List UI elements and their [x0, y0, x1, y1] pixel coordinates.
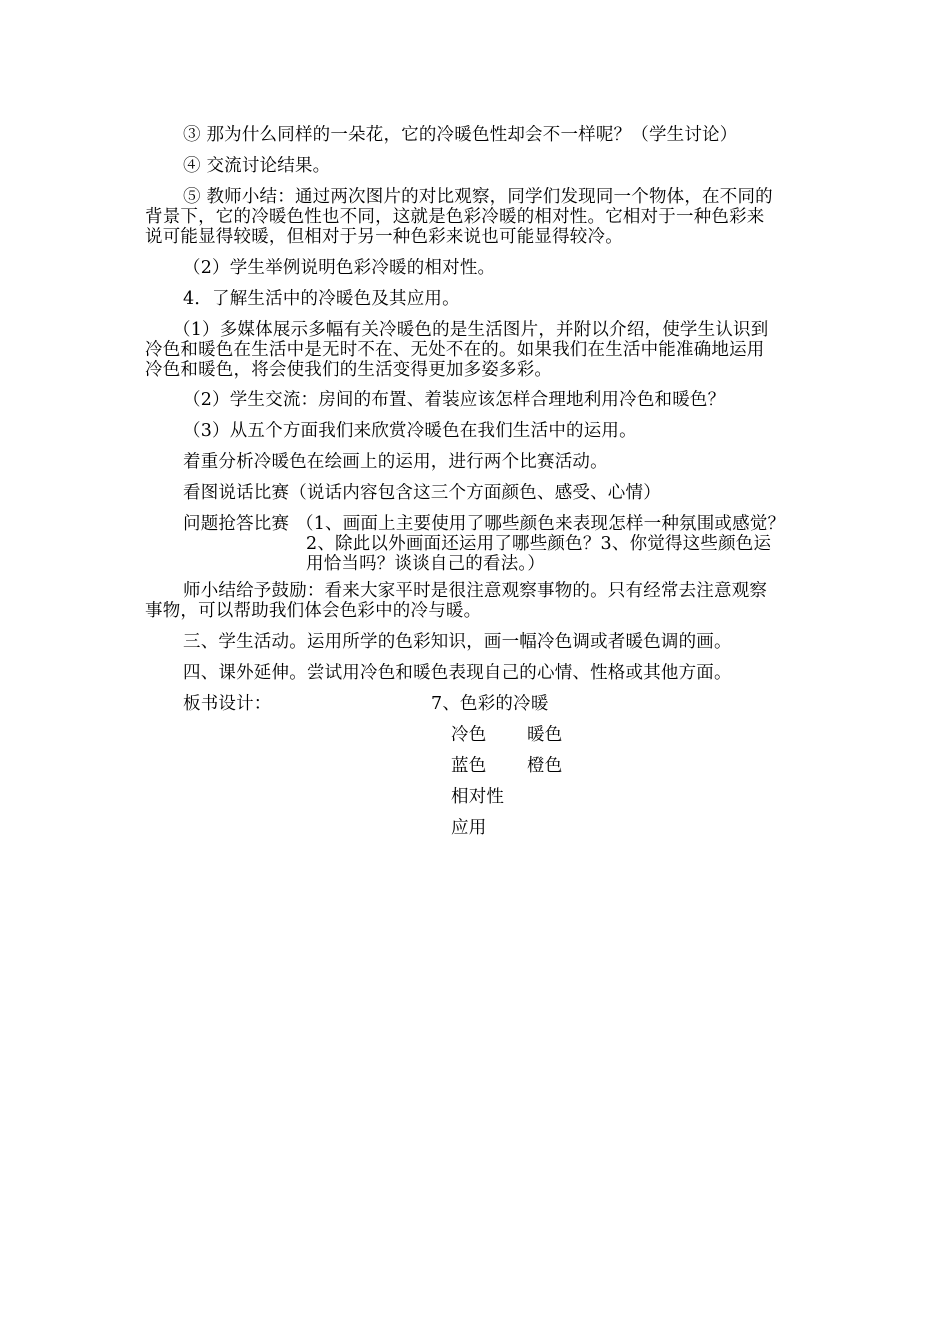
- section-heading-life-application: 4．了解生活中的冷暖色及其应用。: [183, 289, 460, 309]
- board-relativity: 相对性: [451, 787, 505, 807]
- text-line: 事物，可以帮助我们体会色彩中的冷与暖。: [145, 601, 482, 621]
- text-line: 说可能显得较暖，但相对于另一种色彩来说也可能显得较冷。: [145, 227, 623, 247]
- board-blue: 蓝色: [451, 756, 487, 776]
- text-line: 背景下，它的冷暖色性也不同，这就是色彩冷暖的相对性。它相对于一种色彩来: [145, 207, 765, 227]
- paragraph-student-examples: （2）学生举例说明色彩冷暖的相对性。: [183, 258, 496, 278]
- section-student-activity: 三、学生活动。运用所学的色彩知识，画一幅冷色调或者暖色调的画。: [183, 632, 732, 652]
- text-line: 冷色和暖色，将会使我们的生活变得更加多姿多彩。: [145, 360, 553, 380]
- section-extension: 四、课外延伸。尝试用冷色和暖色表现自己的心情、性格或其他方面。: [183, 663, 732, 683]
- board-orange: 橙色: [527, 756, 563, 776]
- text-line: ⑤ 教师小结：通过两次图片的对比观察，同学们发现同一个物体，在不同的: [183, 187, 773, 207]
- board-warm-color: 暖色: [527, 725, 563, 745]
- paragraph-discussion-question: ③ 那为什么同样的一朵花，它的冷暖色性却会不一样呢？（学生讨论）: [183, 125, 738, 145]
- board-design-label: 板书设计：: [183, 694, 272, 714]
- text-line: 师小结给予鼓励：看来大家平时是很注意观察事物的。只有经常去注意观察: [183, 581, 768, 601]
- board-title: 7、色彩的冷暖: [431, 694, 549, 714]
- text-line: （1）多媒体展示多幅有关冷暖色的是生活图片，并附以介绍，使学生认识到: [173, 320, 769, 340]
- paragraph-painting-analysis: 着重分析冷暖色在绘画上的运用，进行两个比赛活动。: [183, 452, 608, 472]
- text-line: 用恰当吗？谈谈自己的看法。）: [306, 554, 546, 574]
- paragraph-teacher-summary: [145, 187, 773, 247]
- text-line: 冷色和暖色在生活中是无时不在、无处不在的。如果我们在生活中能准确地运用: [145, 340, 765, 360]
- board-cold-color: 冷色: [451, 725, 487, 745]
- paragraph-student-exchange: （2）学生交流：房间的布置、着装应该怎样合理地利用冷色和暖色？: [183, 390, 726, 410]
- paragraph-teacher-encouragement: [145, 581, 767, 621]
- paragraph-five-aspects: （3）从五个方面我们来欣赏冷暖色在我们生活中的运用。: [183, 421, 637, 441]
- paragraph-quiz-contest: [296, 514, 785, 574]
- paragraph-multimedia: [145, 320, 768, 380]
- paragraph-exchange-results: ④ 交流讨论结果。: [183, 156, 331, 176]
- board-application: 应用: [451, 818, 487, 838]
- text-line: 2、除此以外画面还运用了哪些颜色？3、你觉得这些颜色运: [306, 534, 772, 554]
- paragraph-picture-talk-contest: 看图说话比赛（说话内容包含这三个方面颜色、感受、心情）: [183, 483, 661, 503]
- quiz-contest-label: 问题抢答比赛: [183, 514, 290, 534]
- text-line: （1、画面上主要使用了哪些颜色来表现怎样一种氛围或感觉？: [296, 514, 786, 534]
